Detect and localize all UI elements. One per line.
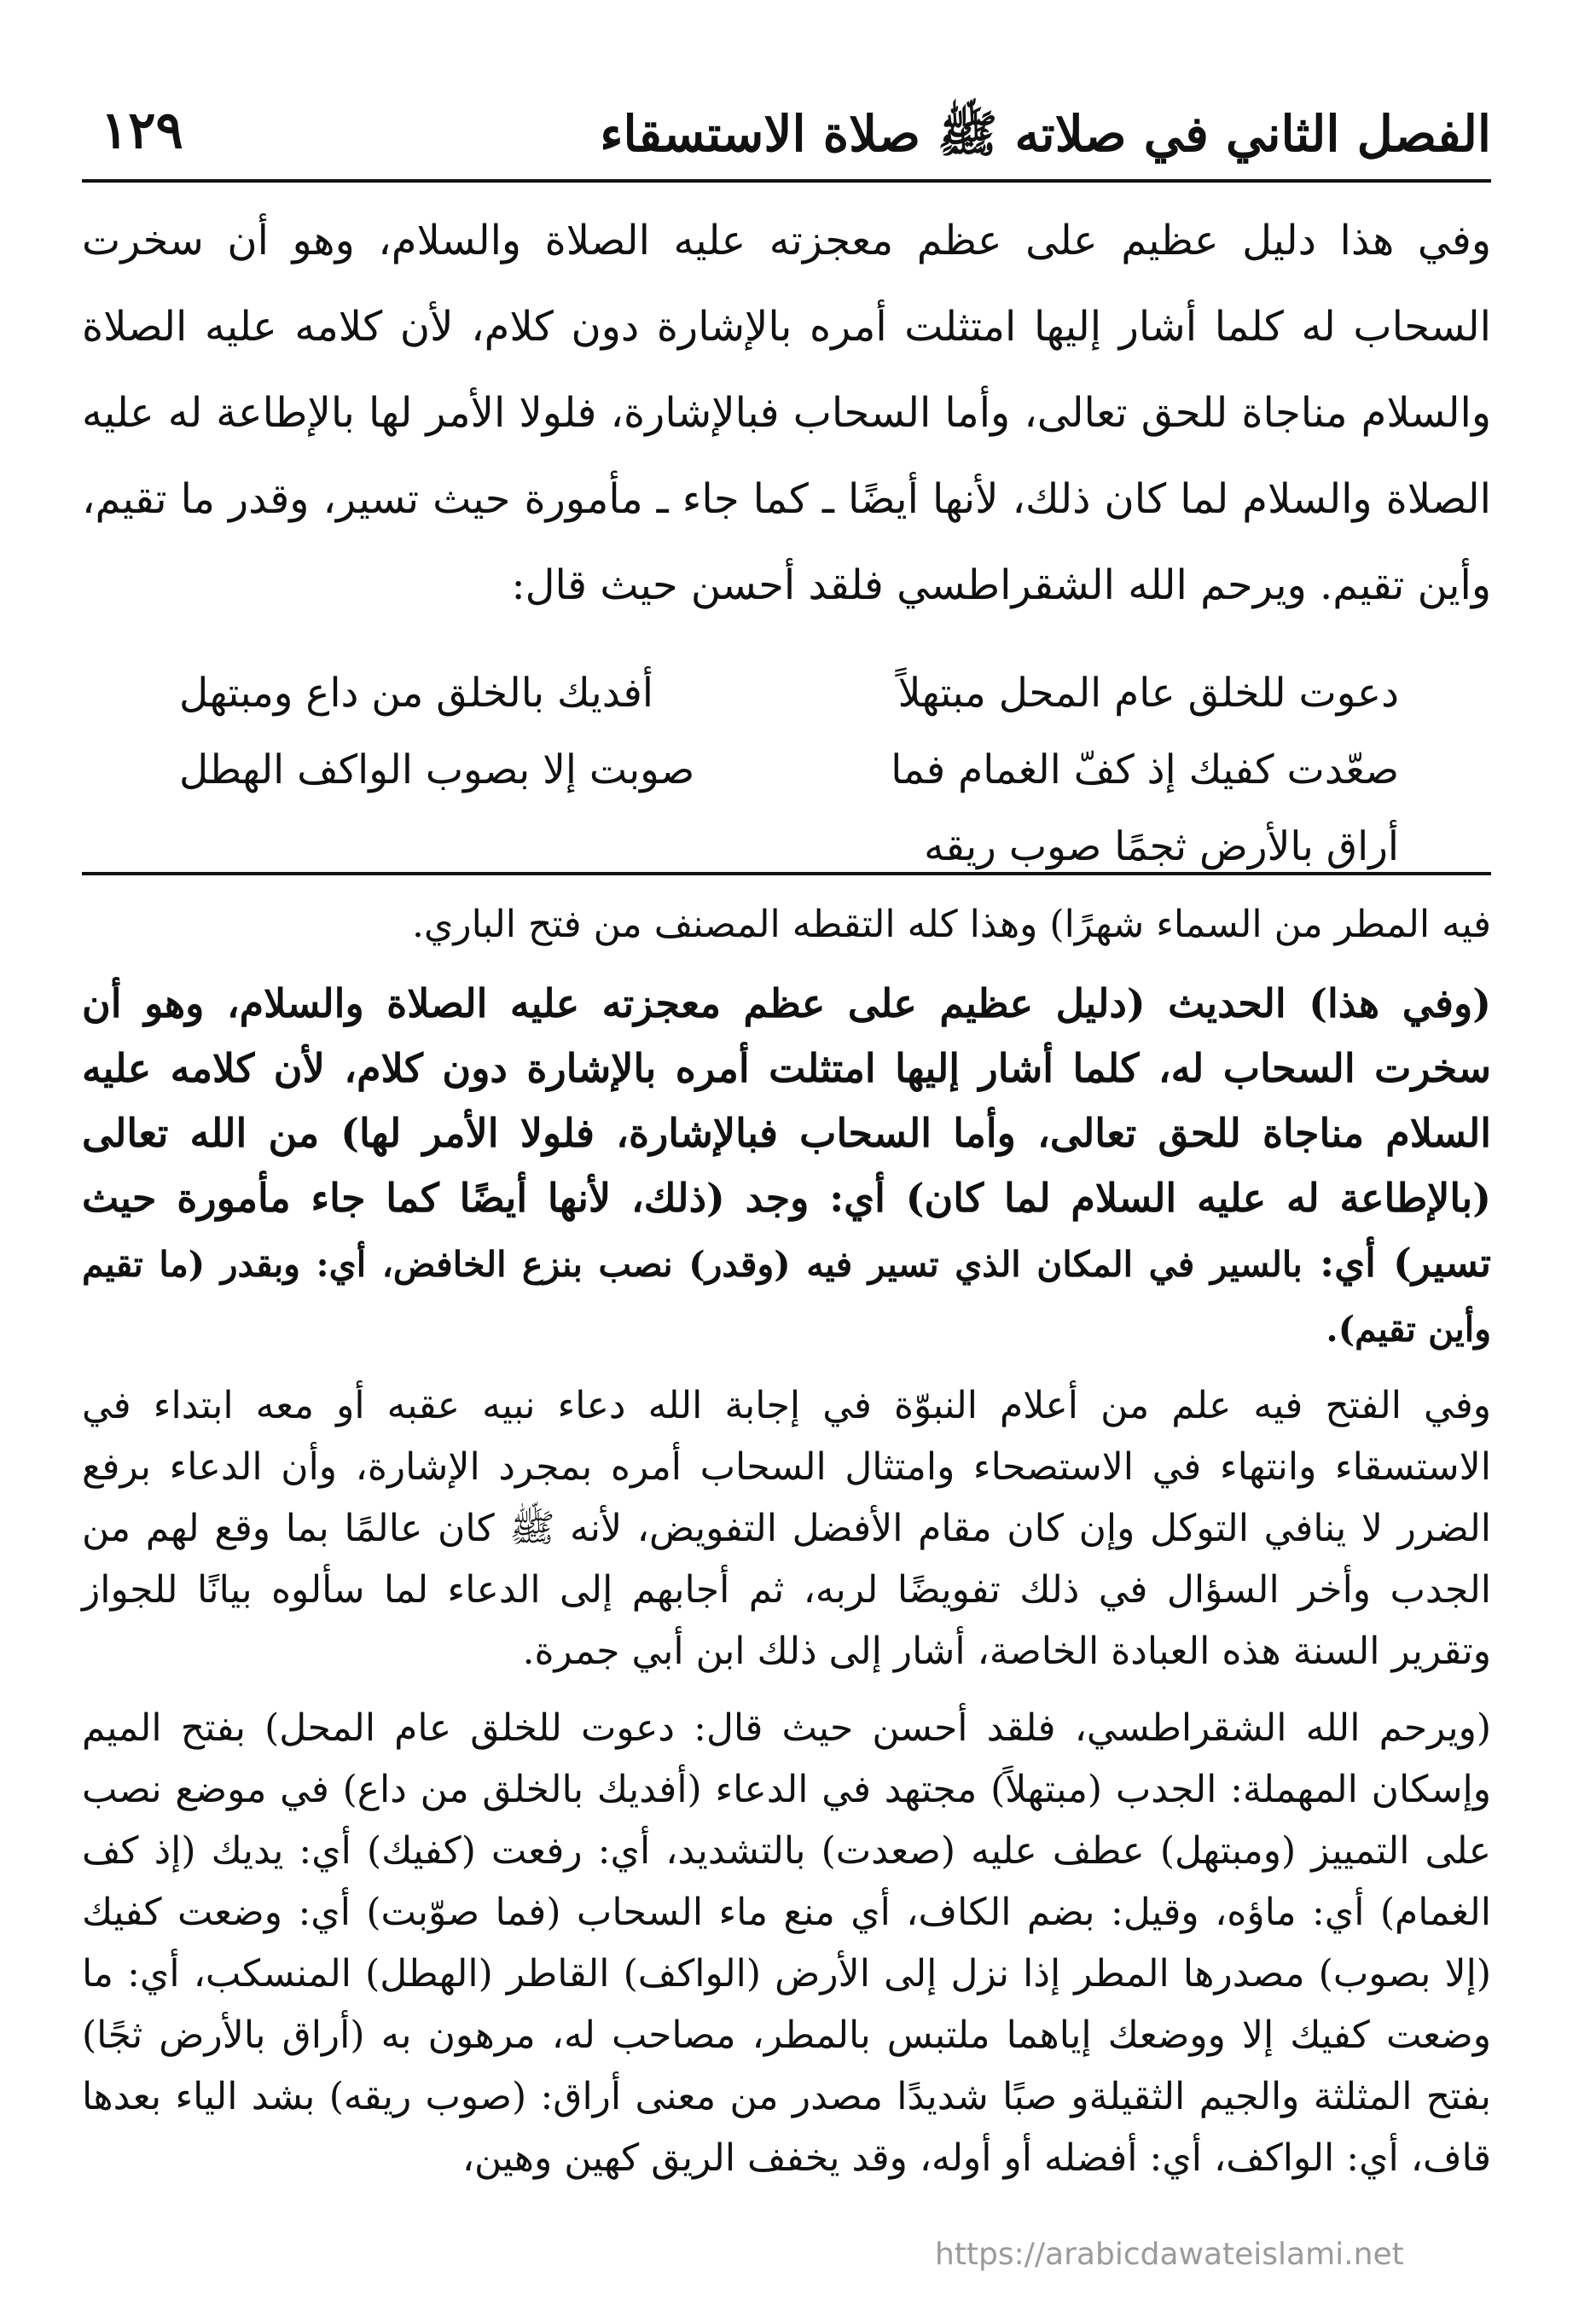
commentary-paragraph-4: (ويرحم الله الشقراطسي، فلقد أحسن حيث قال: دعوت للخلق عام المحل) بفتح الميم وإسكان المهملة: الجدب (مبتهلاً) مجتهد في الدعاء (أفديك بالخلق من داع) في موضع نصب على التمييز (ومبتهل) عطف عليه (صعدت) بالتشديد، أي: رفعت (كفيك) أي: يديك (إذ كف الغمام) أي: ماؤه، وقيل: بضم الكاف، أي منع ماء السحاب (فما صوّبت) أي: وضعت كفيك (إلا بصوب) مصدرها المطر إذا نزل إلى الأرض (الواكف) القاطر (الهطل) المنسكب، أي: ما وضعت كفيك إلا ووضعك إياهما ملتبس بالمطر، مصاحب له، مرهون به (أراق بالأرض ثجًا) بفتح المثلثة والجيم الثقيلةو صبًا شديدًا مصدر من معنى أراق: (صوب ريقه) بشد الياء بعدها قاف، أي: الواكف، أي: أفضله أو أوله، وقد يخفف الريق كهين وهين،: [82, 1706, 1491, 2180]
commentary-paragraph-3: وفي الفتح فيه علم من أعلام النبوّة في إجابة الله دعاء نبيه عقبه أو معه ابتداء في الاستسقاء وانتهاء في الاستصحاء وامتثال السحاب أمره بمجرد الإشارة، وأن الدعاء برفع الضرر لا ينافي التوكل وإن كان مقام الأفضل التفويض، لأنه ﷺ كان عالمًا بما وقع لهم من الجدب وأخر السؤال في ذلك تفويضًا لربه، ثم أجابهم إلى الدعاء لما سألوه بيانًا للجواز وتقرير السنة هذه العبادة الخاصة، أشار إلى ذلك ابن أبي جمرة.: [82, 1384, 1491, 1673]
commentary-paragraph-2: [82, 971, 1491, 1360]
page-header: [82, 101, 1491, 179]
commentary-paragraph-2-text: (وفي هذا) الحديث (دليل عظيم على عظم معجزته عليه الصلاة والسلام، وهو أن سخرت السحاب له، كلما أشار إليها امتثلت أمره بالإشارة دون كلام، لأن كلامه عليه السلام مناجاة للحق تعالى، وأما السحاب فبالإشارة، فلولا الأمر لها) من الله تعالى (بالإطاعة له عليه السلام لما كان) أي: وجد (ذلك، لأنها أيضًا كما جاء مأمورة حيث تسير) أي:: [82, 980, 1492, 1286]
verse-1: [179, 655, 1399, 732]
section-divider: [82, 872, 1491, 875]
verse-second-hemistich: صوبت إلا بصوب الواكف الهطل: [179, 747, 695, 793]
page-number: ١٢٩: [101, 101, 183, 160]
poem-block: [179, 655, 1399, 886]
verse-first-hemistich: دعوت للخلق عام المحل مبتهلاً: [897, 670, 1399, 717]
commentary-paragraph-1: فيه المطر من السماء شهرًا) وهذا كله التقطه المصنف من فتح الباري.: [411, 903, 1491, 946]
header-divider: [82, 179, 1491, 183]
commentary: [82, 894, 1491, 2205]
verse-first-hemistich: أراق بالأرض ثجمًا صوب ريقه: [924, 823, 1399, 870]
verse-2: [179, 732, 1399, 809]
chapter-title: الفصل الثاني في صلاته ﷺ صلاة الاستسقاء: [600, 105, 1491, 163]
main-text: [82, 198, 1491, 629]
watermark-url: https://arabicdawateislami.net: [935, 2237, 1404, 2272]
commentary-paragraph-2-tail: بالسير في المكان الذي تسير فيه (وقدر) نصب بنزع الخافض، أي: وبقدر (ما تقيم وأين تقيم).: [82, 1244, 1491, 1350]
verse-second-hemistich: أفديك بالخلق من داع ومبتهل: [179, 670, 653, 717]
main-paragraph: وفي هذا دليل عظيم على عظم معجزته عليه الصلاة والسلام، وهو أن سخرت السحاب له كلما أشار إليها امتثلت أمره بالإشارة دون كلام، لأن كلامه عليه الصلاة والسلام مناجاة للحق تعالى، وأما السحاب فبالإشارة، فلولا الأمر لها بالإطاعة له عليه الصلاة والسلام لما كان ذلك، لأنها أيضًا ـ كما جاء ـ مأمورة حيث تسير، وقدر ما تقيم، وأين تقيم. ويرحم الله الشقراطسي فلقد أحسن حيث قال:: [82, 217, 1492, 609]
verse-first-hemistich: صعّدت كفيك إذ كفّ الغمام فما: [891, 747, 1399, 793]
